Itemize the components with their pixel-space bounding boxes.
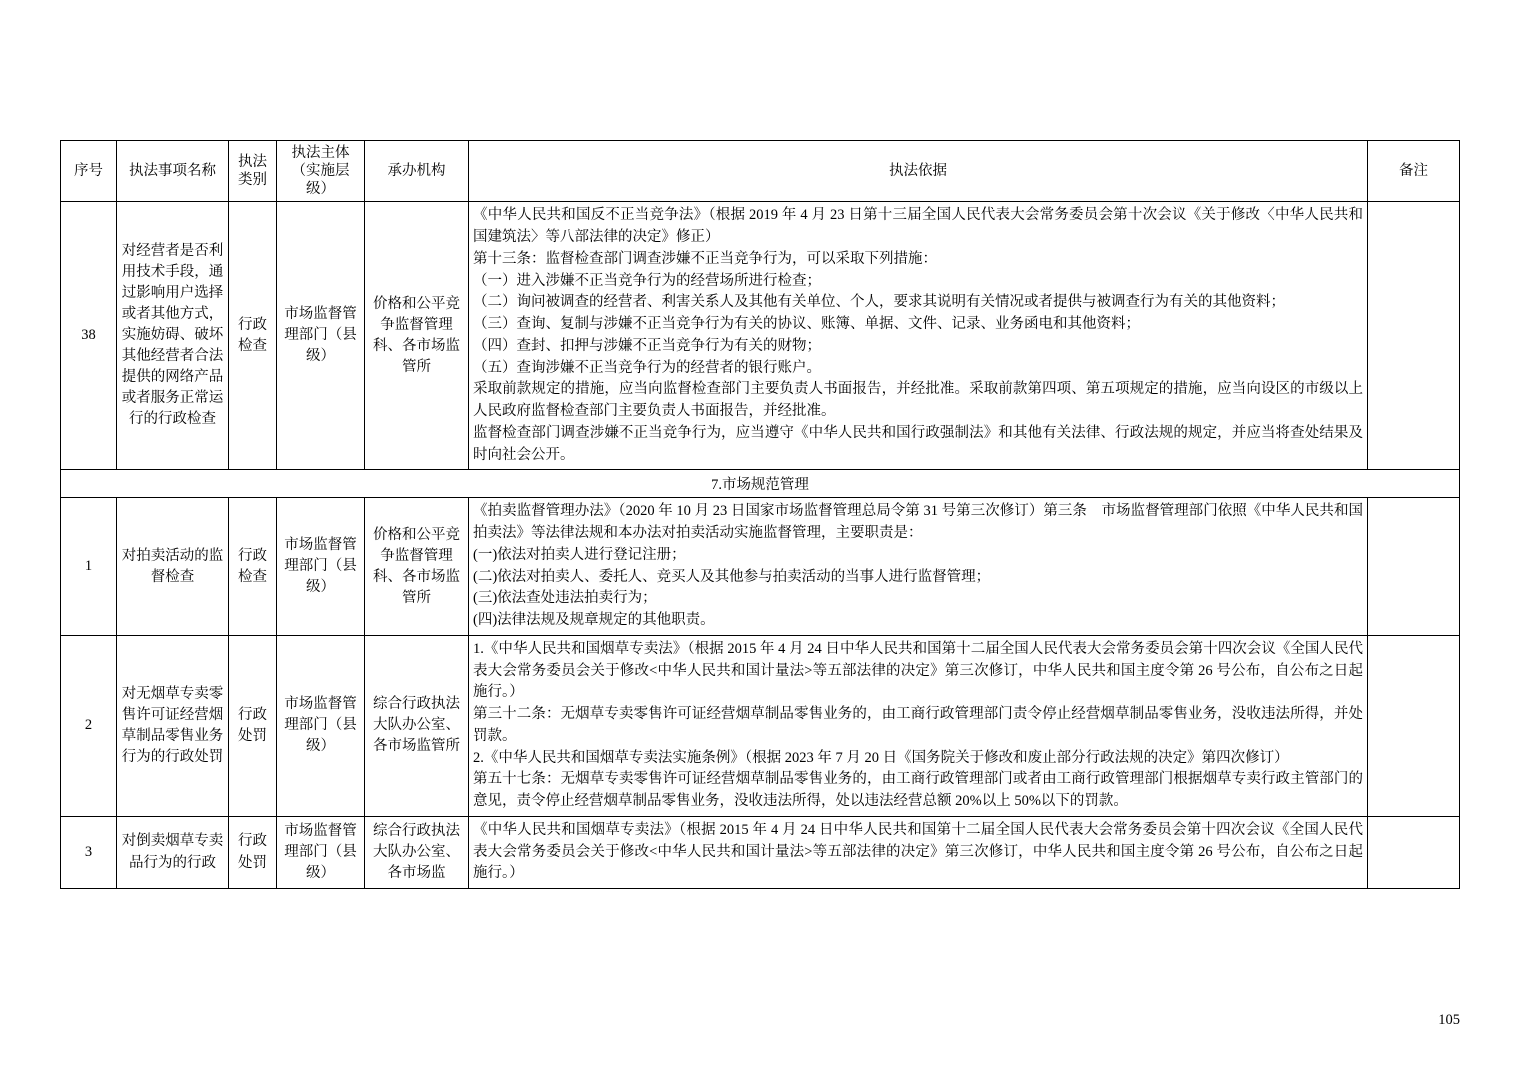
cell-note <box>1368 635 1460 816</box>
basis-line: 1.《中华人民共和国烟草专卖法》（根据 2015 年 4 月 24 日中华人民共和国第十二届全国人民代表大会常务委员会第十四次会议《全国人民代表大会常务委员会关于修改<中华人民共和国计量法>等五部法律的决定》第三次修订，中华人民共和国主度令第 26 号公布，自公布之日起施行。） <box>473 640 1363 701</box>
cell-org: 综合行政执法大队办公室、各市场监管所 <box>365 635 469 816</box>
cell-org: 价格和公平竞争监督管理科、各市场监管所 <box>365 498 469 636</box>
basis-line: （三）查询、复制与涉嫌不正当竞争行为有关的协议、账簿、单据、文件、记录、业务函电和其他资料； <box>473 316 1140 333</box>
section-heading-row <box>61 470 1460 498</box>
cell-item-name: 对无烟草专卖零售许可证经营烟草制品零售业务行为的行政处罚 <box>117 635 229 816</box>
table-row <box>61 202 1460 470</box>
header-basis: 执法依据 <box>469 141 1368 202</box>
basis-line: 《中华人民共和国反不正当竞争法》（根据 2019 年 4 月 23 日第十三届全国人民代表大会常务委员会第十次会议《关于修改〈中华人民共和国建筑法〉等八部法律的决定》修正） <box>473 207 1363 246</box>
cell-item-name: 对拍卖活动的监督检查 <box>117 498 229 636</box>
cell-note <box>1368 202 1460 470</box>
basis-line: 采取前款规定的措施，应当向监督检查部门主要负责人书面报告，并经批准。采取前款第四项、第五项规定的措施，应当向设区的市级以上人民政府监督检查部门主要负责人书面报告，并经批准。 <box>473 381 1363 420</box>
basis-line: (三)依法查处违法拍卖行为； <box>473 590 657 607</box>
basis-line: (二)依法对拍卖人、委托人、竞买人及其他参与拍卖活动的当事人进行监督管理； <box>473 568 991 585</box>
cell-note <box>1368 498 1460 636</box>
cell-seq: 1 <box>61 498 117 636</box>
table-row <box>61 816 1460 888</box>
cell-subject: 市场监督管理部门（县级） <box>277 635 365 816</box>
cell-seq: 3 <box>61 816 117 888</box>
basis-line: 第十三条：监督检查部门调查涉嫌不正当竞争行为，可以采取下列措施： <box>473 250 937 267</box>
basis-line: 2.《中华人民共和国烟草专卖法实施条例》（根据 2023 年 7 月 20 日《国务院关于修改和废止部分行政法规的决定》第四次修订） <box>473 749 1289 766</box>
basis-line: （四）查封、扣押与涉嫌不正当竞争行为有关的财物； <box>473 337 821 354</box>
table-row <box>61 498 1460 636</box>
basis-line: 第五十七条：无烟草专卖零售许可证经营烟草制品零售业务的，由工商行政管理部门或者由工商行政管理部门根据烟草专卖行政主管部门的意见，责令停止经营烟草制品零售业务，没收违法所得，处以违法经营总额 20%以上 50%以下的罚款。 <box>473 771 1363 810</box>
cell-type: 行政处罚 <box>229 635 277 816</box>
page-number: 105 <box>1438 1012 1460 1028</box>
table-row <box>61 635 1460 816</box>
cell-seq: 2 <box>61 635 117 816</box>
basis-line: 监督检查部门调查涉嫌不正当竞争行为，应当遵守《中华人民共和国行政强制法》和其他有关法律、行政法规的规定，并应当将查处结果及时向社会公开。 <box>473 424 1363 463</box>
cell-subject: 市场监督管理部门（县级） <box>277 816 365 888</box>
basis-paragraphs <box>473 639 1363 813</box>
cell-type: 行政检查 <box>229 498 277 636</box>
cell-note <box>1368 816 1460 888</box>
basis-line: 《拍卖监督管理办法》（2020 年 10 月 23 日国家市场监督管理总局令第 31 号第三次修订）第三条 市场监督管理部门依照《中华人民共和国拍卖法》等法律法规和本办法对拍卖活动实施监督管理，主要职责是： <box>473 503 1363 542</box>
basis-line: （二）询问被调查的经营者、利害关系人及其他有关单位、个人，要求其说明有关情况或者提供与被调查行为有关的其他资料； <box>473 294 1285 311</box>
basis-paragraphs <box>473 501 1363 632</box>
header-org: 承办机构 <box>365 141 469 202</box>
basis-line: （一）进入涉嫌不正当竞争行为的经营场所进行检查； <box>473 272 821 289</box>
cell-basis <box>469 816 1368 888</box>
header-type: 执法类别 <box>229 141 277 202</box>
header-name: 执法事项名称 <box>117 141 229 202</box>
cell-org: 综合行政执法大队办公室、各市场监 <box>365 816 469 888</box>
header-subject: 执法主体（实施层级） <box>277 141 365 202</box>
basis-line: （五）查询涉嫌不正当竞争行为的经营者的银行账户。 <box>473 359 821 376</box>
cell-item-name: 对经营者是否利用技术手段，通过影响用户选择或者其他方式，实施妨碍、破坏其他经营者合法提供的网络产品或者服务正常运行的行政检查 <box>117 202 229 470</box>
basis-paragraphs <box>473 820 1363 885</box>
header-seq: 序号 <box>61 141 117 202</box>
basis-line: (四)法律法规及规章规定的其他职责。 <box>473 612 715 629</box>
cell-subject: 市场监督管理部门（县级） <box>277 498 365 636</box>
cell-seq: 38 <box>61 202 117 470</box>
cell-item-name: 对倒卖烟草专卖品行为的行政 <box>117 816 229 888</box>
basis-line: 《中华人民共和国烟草专卖法》（根据 2015 年 4 月 24 日中华人民共和国第十二届全国人民代表大会常务委员会第十四次会议《全国人民代表大会常务委员会关于修改<中华人民共和国计量法>等五部法律的决定》第三次修订，中华人民共和国主度令第 26 号公布，自公布之日起施行。） <box>473 821 1363 882</box>
basis-line: (一)依法对拍卖人进行登记注册； <box>473 546 686 563</box>
basis-line: 第三十二条：无烟草专卖零售许可证经营烟草制品零售业务的，由工商行政管理部门责令停止经营烟草制品零售业务，没收违法所得，并处罚款。 <box>473 706 1363 744</box>
enforcement-items-table <box>60 140 1460 889</box>
basis-paragraphs <box>473 205 1363 466</box>
cell-type: 行政检查 <box>229 202 277 470</box>
header-note: 备注 <box>1368 141 1460 202</box>
cell-org: 价格和公平竞争监督管理科、各市场监管所 <box>365 202 469 470</box>
cell-basis <box>469 498 1368 636</box>
cell-type: 行政处罚 <box>229 816 277 888</box>
cell-subject: 市场监督管理部门（县级） <box>277 202 365 470</box>
cell-basis <box>469 635 1368 816</box>
section-title: 7.市场规范管理 <box>61 470 1460 498</box>
table-header-row <box>61 141 1460 202</box>
cell-basis <box>469 202 1368 470</box>
